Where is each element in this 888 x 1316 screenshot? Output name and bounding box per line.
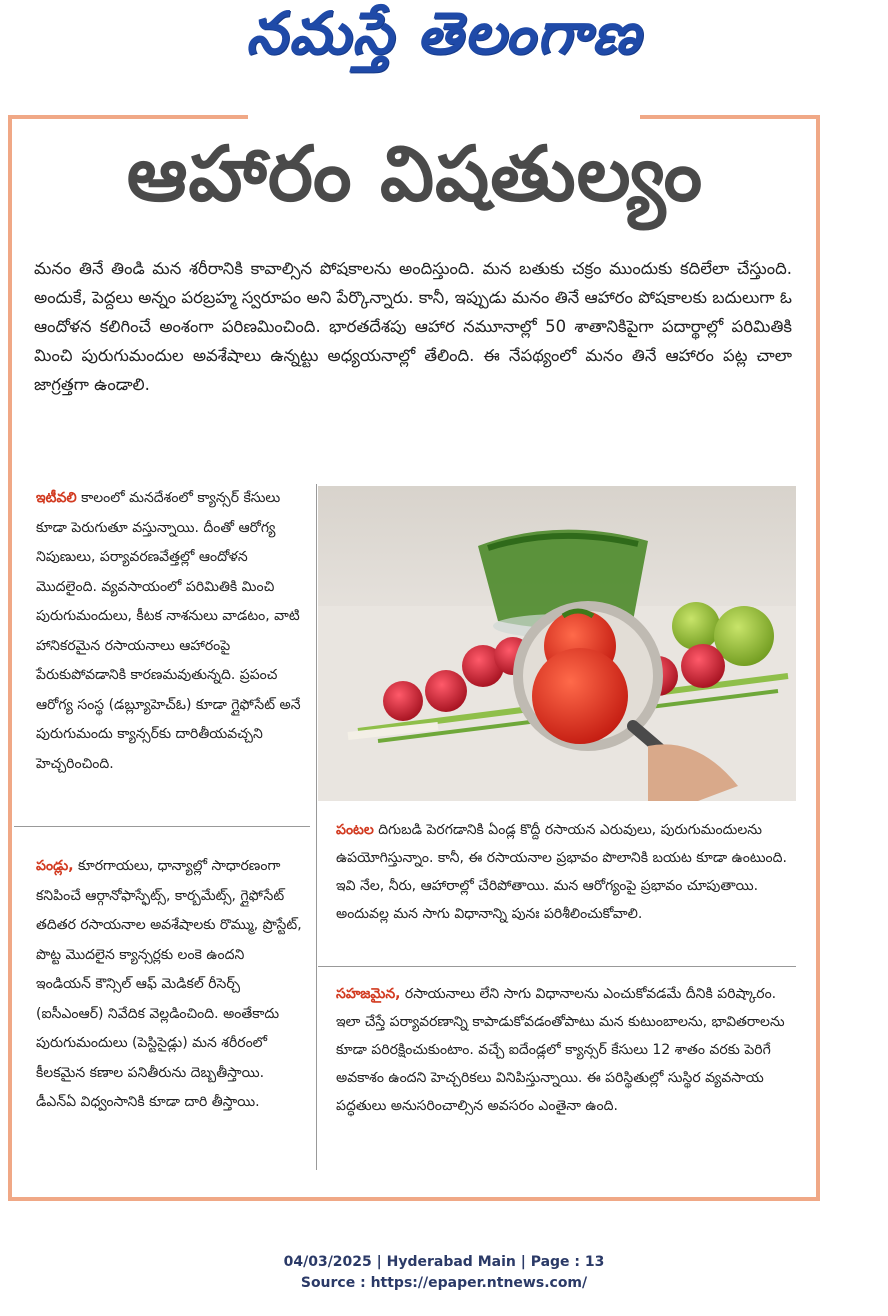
section-lead: సహజమైన,: [336, 986, 401, 1002]
column-divider: [318, 966, 796, 967]
headline-text: ఆహారం విషతుల్యం: [126, 129, 704, 218]
section-lead: పండ్లు,: [36, 858, 74, 874]
section-paragraph: [36, 852, 302, 1118]
article-photo: [318, 486, 796, 801]
column-left-bottom: [36, 838, 302, 1132]
vegetables-magnifier-illustration: [318, 486, 796, 801]
footer-edition-info: 04/03/2025 | Hyderabad Main | Page : 13: [283, 1254, 605, 1270]
section-lead: ఇటీవలి: [36, 490, 77, 506]
section-body: రసాయనాలు లేని సాగు విధానాలను ఎంచుకోవడమే దీనికి పరిష్కారం. ఇలా చేస్తే పర్యావరణాన్ని కాపాడుకోవడంతోపాటు మన కుటుంబాలను, భావితరాలను కూడా పరిరక్షించుకుంటాం. వచ్చే ఐదేండ్లలో క్యాన్సర్ కేసులు 12 శాతం వరకు పెరిగే అవకాశం ఉందని హెచ్చరికలు వినిపిస్తున్నాయి. ఈ పరిస్థితుల్లో సుస్థిర వ్యవసాయ పద్ధతులు అనుసరించాల్సిన అవసరం ఎంతైనా ఉంది.: [336, 986, 785, 1114]
frame-border-top-right: [640, 115, 820, 119]
frame-border-bottom: [8, 1197, 820, 1201]
article-intro: మనం తినే తిండి మన శరీరానికి కావాల్సిన పోషకాలను అందిస్తుంది. మన బతుకు చక్రం ముందుకు కదిలేలా చేస్తుంది. అందుకే, పెద్దలు అన్నం పరబ్రహ్మ స్వరూపం అని పేర్కొన్నారు. కానీ, ఇప్పుడు మనం తినే ఆహారం పోషకాలకు బదులుగా ఓ ఆందోళన కలిగించే అంశంగా పరిణమించింది. భారతదేశపు ఆహార నమూనాల్లో 50 శాతానికిపైగా పదార్థాల్లో పరిమితికి మించి పురుగుమందుల అవశేషాలు ఉన్నట్టు అధ్యయనాల్లో తేలింది. ఈ నేపథ్యంలో మనం తినే ఆహారం పట్ల చాలా జాగ్రత్తగా ఉండాలి.: [34, 259, 792, 394]
frame-border-top-left: [8, 115, 248, 119]
section-body: కాలంలో మనదేశంలో క్యాన్సర్ కేసులు కూడా పెరుగుతూ వస్తున్నాయి. దీంతో ఆరోగ్య నిపుణులు, పర్యావరణవేత్తల్లో ఆందోళన మొదలైంది. వ్యవసాయంలో పరిమితికి మించి పురుగుమందులు, కీటక నాశనులు వాడటం, వాటి హానికరమైన రసాయనాలు ఆహారంపై పేరుకుపోవడానికి కారణమవుతున్నది. ప్రపంచ ఆరోగ్య సంస్థ (డబ్ల్యూహెచ్ఓ) కూడా గ్లైఫోసేట్ అనే పురుగుమందు క్యాన్సర్‌కు దారితీయవచ్చని హెచ్చరించింది.: [36, 490, 301, 772]
column-right-top: [336, 816, 796, 928]
page-footer: [0, 1252, 888, 1294]
section-body: కూరగాయలు, ధాన్యాల్లో సాధారణంగా కనిపించే ఆర్గానోఫాస్ఫేట్స్, కార్బమేట్స్, గ్లైఫోసేట్ తదితర రసాయనాల అవశేషాలకు రొమ్ము, ప్రొస్టేట్, పొట్ట మొదలైన క్యాన్సర్లకు లంకె ఉందని ఇండియన్ కౌన్సిల్ ఆఫ్ మెడికల్ రీసెర్చ్ (ఐసీఎంఆర్) నివేదిక వెల్లడించింది. అంతేకాదు పురుగుమందులు (పెస్టిసైడ్లు) మన శరీరంలో కీలకమైన కణాల పనితీరును దెబ్బతీస్తాయి. డీఎన్ఏ విధ్వంసానికి కూడా దారి తీస్తాయి.: [36, 858, 302, 1110]
newspaper-logo: నమస్తే తెలంగాణ: [246, 0, 642, 67]
frame-border-left: [8, 115, 12, 1200]
frame-border-right: [816, 115, 820, 1200]
section-lead: పంటల: [336, 822, 374, 838]
article-headline: [20, 128, 810, 238]
column-left-top: [36, 484, 302, 779]
column-right-bottom: [336, 980, 796, 1120]
masthead: [0, 0, 888, 80]
section-paragraph: [36, 484, 302, 779]
vertical-divider: [316, 484, 317, 1170]
section-body: దిగుబడి పెరగడానికి ఏండ్ల కొద్దీ రసాయన ఎరువులు, పురుగుమందులను ఉపయోగిస్తున్నాం. కానీ, ఈ రసాయనాల ప్రభావం పొలానికి బయట కూడా ఉంటుంది. ఇవి నేల, నీరు, ఆహారాల్లో చేరిపోతాయి. మన ఆరోగ్యంపై ప్రభావం చూపుతాయి. అందువల్ల మన సాగు విధానాన్ని పునః పరిశీలించుకోవాలి.: [336, 822, 787, 922]
column-divider: [14, 826, 310, 827]
footer-source-link[interactable]: Source : https://epaper.ntnews.com/: [300, 1275, 588, 1291]
